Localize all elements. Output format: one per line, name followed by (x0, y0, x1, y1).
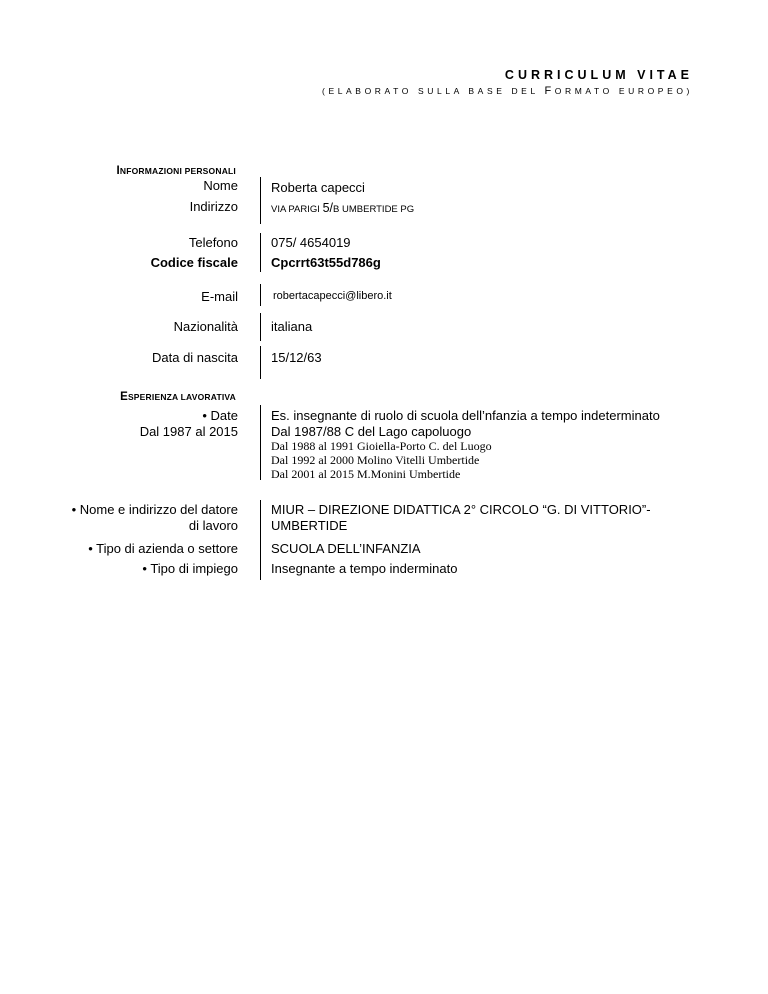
divider-line (260, 197, 261, 224)
subtitle-part: (ELABORATO SULLA BASE DEL (322, 86, 545, 96)
label-date-range: Dal 1987 al 2015 (139, 424, 238, 439)
divider-line (260, 500, 261, 580)
divider-line (260, 346, 261, 379)
subtitle-part: ORMATO EUROPEO) (554, 86, 693, 96)
experience-description: Es. insegnante di ruolo di scuola dell’nfanzia a tempo indeterminato (271, 408, 660, 423)
value-data-nascita: 15/12/63 (271, 350, 322, 365)
experience-post-1: Dal 1988 al 1991 Gioiella-Porto C. del Luogo (271, 439, 492, 453)
label-datore-2: di lavoro (188, 518, 238, 533)
value-codice-fiscale: Cpcrrt63t55d786g (271, 255, 381, 270)
experience-post-3: Dal 2001 al 2015 M.Monini Umbertide (271, 467, 461, 481)
document-subtitle (322, 85, 693, 97)
divider-line (260, 284, 261, 306)
value-nazionalita: italiana (271, 319, 313, 334)
label-telefono: Telefono (188, 235, 238, 250)
heading-rest: NFORMAZIONI PERSONALI (119, 166, 236, 176)
label-email: E-mail (201, 289, 238, 304)
address-part: VIA PARIGI (271, 204, 323, 215)
value-datore-2: UMBERTIDE (271, 518, 348, 533)
value-email: robertacapecci@libero.it (273, 290, 392, 302)
address-part: B UMBERTIDE PG (333, 204, 415, 215)
experience-first-post: Dal 1987/88 C del Lago capoluogo (271, 424, 472, 439)
label-data-nascita: Data di nascita (152, 350, 238, 365)
section-heading-personal (116, 165, 236, 177)
label-datore-1: • Nome e indirizzo del datore (71, 502, 238, 517)
label-indirizzo: Indirizzo (189, 199, 238, 214)
label-tipo-azienda: • Tipo di azienda o settore (88, 541, 238, 556)
label-nazionalita: Nazionalità (173, 319, 238, 334)
section-heading-experience (120, 391, 236, 403)
heading-initial: E (120, 391, 128, 403)
value-indirizzo (271, 200, 414, 218)
subtitle-part: F (544, 85, 555, 97)
value-datore-1: MIUR – DIREZIONE DIDATTICA 2° CIRCOLO “G. DI VITTORIO”- (271, 502, 651, 517)
experience-post-2: Dal 1992 al 2000 Molino Vitelli Umbertide (271, 453, 480, 467)
value-telefono: 075/ 4654019 (271, 235, 351, 250)
document-title: CURRICULUM VITAE (504, 68, 693, 82)
value-tipo-impiego: Insegnante a tempo inderminato (271, 561, 458, 576)
divider-line (260, 233, 261, 272)
label-tipo-impiego: • Tipo di impiego (142, 561, 238, 576)
divider-line (260, 313, 261, 341)
value-tipo-azienda: SCUOLA DELL’INFANZIA (271, 541, 421, 556)
label-codice-fiscale: Codice fiscale (150, 255, 238, 270)
label-date: • Date (202, 408, 238, 423)
divider-line (260, 405, 261, 480)
value-nome: Roberta capecci (271, 180, 365, 195)
heading-initial: I (116, 165, 120, 177)
heading-rest: SPERIENZA LAVORATIVA (127, 392, 236, 402)
address-part: 5/ (322, 201, 334, 215)
label-nome: Nome (203, 178, 238, 193)
